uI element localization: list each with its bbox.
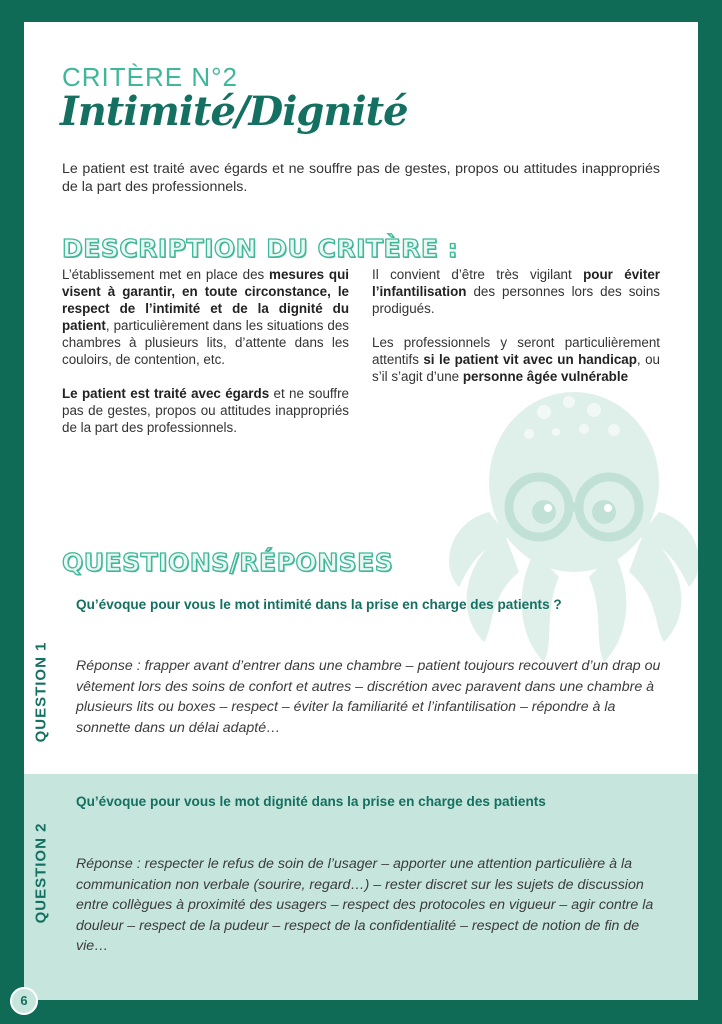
- desc-left-paragraph-2: [62, 385, 349, 436]
- intro-text: Le patient est traité avec égards et ne souffre pas de gestes, propos ou attitudes inappropriés de la part des professionnels.: [62, 161, 660, 195]
- question-2-text: Qu’évoque pour vous le mot dignité dans la prise en charge des patients: [76, 794, 546, 809]
- text-segment: des personnes lors des soins prodigués.: [372, 284, 660, 316]
- criterion-label: CRITÈRE N°2: [62, 62, 238, 92]
- text-segment: , ou s’il s’agit d’une: [372, 352, 660, 384]
- question-1-label-text: QUESTION 1: [32, 641, 50, 743]
- bold-segment: si le patient vit avec un handicap: [423, 352, 637, 367]
- desc-right-paragraph-1: [372, 266, 660, 317]
- question-2-label-text: QUESTION 2: [32, 822, 50, 924]
- criterion-title: Intimité/Dignité: [60, 88, 408, 135]
- questions-heading: QUESTIONS/RÉPONSES: [62, 548, 394, 577]
- bold-segment: mesures qui visent à garantir, en toute circonstance, le respect de l’intimité et de la dignité du patient: [62, 267, 349, 333]
- question-1-text: Qu’évoque pour vous le mot intimité dans la prise en charge des patients ?: [76, 597, 562, 612]
- text-segment: L’établissement met en place des: [62, 267, 270, 282]
- description-left-column: [62, 266, 349, 453]
- text-segment: Les professionnels y seront particulièrement attentifs: [372, 335, 660, 367]
- description-heading: DESCRIPTION DU CRITÈRE :: [62, 234, 459, 263]
- text-segment: et ne souffre pas de gestes, propos ou attitudes inappropriés de la part des professionnels.: [62, 386, 350, 435]
- question-1-label: [26, 637, 56, 747]
- answer-1-text: Réponse : frapper avant d’entrer dans une chambre – patient toujours recouvert d’un drap ou vêtement lors des soins de confort et autres – discrétion avec paravent dans une chambre à plusieurs lits ou boxes – respect – éviter la familiarité et l’infantilisation – répondre à la sonnette dans un délai adapté…: [76, 658, 661, 736]
- bold-segment: Le patient est traité avec égards: [62, 386, 270, 401]
- octopus-mascot-illustration: [444, 372, 698, 672]
- desc-left-paragraph-1: [62, 266, 349, 368]
- answer-2-text: Réponse : respecter le refus de soin de l’usager – apporter une attention particulière à la communication non verbale (sourire, regard…) – rester discret sur les sujets de discussion entre collègues à proximité des usagers – respect des protocoles en vigueur – agir contre la douleur – respect de la pudeur – respect de la confidentialité – respect de notion de fin de vie…: [76, 856, 654, 954]
- text-segment: Il convient d’être très vigilant: [372, 267, 584, 282]
- bold-segment: personne âgée vulnérable: [462, 369, 629, 384]
- document-page: [24, 22, 698, 1000]
- question-2-label: [26, 818, 56, 928]
- bold-segment: pour éviter l’infantilisation: [372, 267, 660, 299]
- text-segment: , particulièrement dans les situations des chambres à plusieurs lits, d’attente dans les couloirs, de contention, etc.: [62, 318, 349, 367]
- page-number-badge: 6: [10, 987, 38, 1015]
